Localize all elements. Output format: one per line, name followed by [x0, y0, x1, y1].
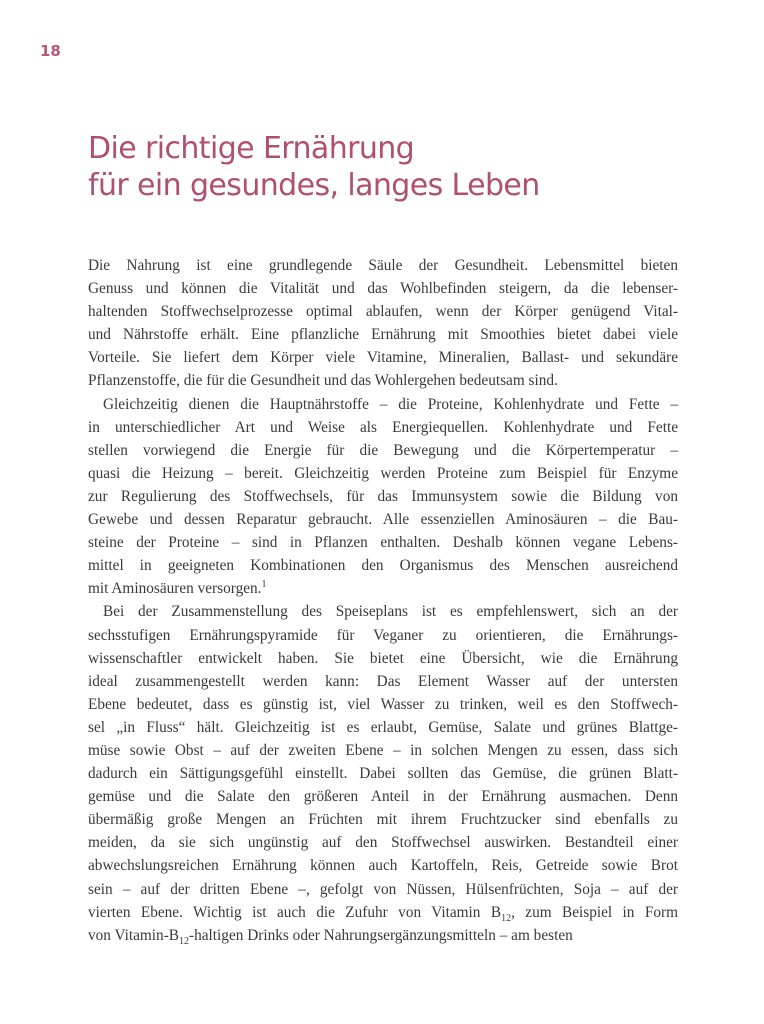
subscript: 12 — [501, 912, 512, 924]
text-line: und Nährstoffe erhält. Eine pflanzliche Ernährung mit Smoothies bietet dabei viele — [88, 326, 678, 344]
text-line: haltenden Stoffwechselprozesse optimal ablaufen, wenn der Körper genügend Vital- — [88, 303, 678, 321]
text-line: stellen vorwiegend die Energie für die Bewegung und die Körpertemperatur – — [88, 441, 678, 459]
text-line: Gleichzeitig dienen die Hauptnährstoffe – die Proteine, Kohlenhydrate und Fette – — [103, 395, 678, 413]
text-line: dadurch ein Sättigungsgefühl einstellt. Dabei sollten das Gemüse, die grünen Blatt- — [88, 765, 678, 783]
text-line: abwechslungsreichen Ernährung können auch Kartoffeln, Reis, Getreide sowie Brot — [88, 857, 678, 875]
chapter-title — [88, 130, 540, 204]
text-line: Die Nahrung ist eine grundlegende Säule der Gesundheit. Lebensmittel bieten — [88, 257, 678, 274]
text-segment: , zum Beispiel in Form — [511, 903, 678, 921]
text-line: mittel in geeigneten Kombinationen den Organismus des Menschen ausreichend — [88, 557, 678, 575]
text-line: müse sowie Obst – auf der zweiten Ebene – in solchen Mengen zu essen, dass sich — [88, 741, 678, 759]
page-number: 18 — [40, 42, 61, 60]
text-line: Vorteile. Sie liefert dem Körper viele Vitamine, Mineralien, Ballast- und sekundäre — [88, 349, 678, 367]
text-line: gemüse und die Salate den größeren Anteil in der Ernährung ausmachen. Denn — [88, 788, 678, 806]
text-line: Gewebe und dessen Reparatur gebraucht. Alle essenziellen Aminosäuren – die Bau- — [88, 511, 678, 529]
paragraph — [88, 600, 678, 946]
paragraph — [88, 393, 678, 601]
subscript: 12 — [179, 935, 190, 947]
text-line: Genuss und können die Vitalität und das Wohlbefinden steigern, da die lebenser- — [88, 280, 678, 298]
text-line — [88, 924, 678, 947]
text-line: übermäßig große Mengen an Früchten mit ihrem Fruchtzucker sind ebenfalls zu — [88, 811, 678, 829]
text-line: sein – auf der dritten Ebene –, gefolgt von Nüssen, Hülsenfrüchten, Soja – auf der — [88, 880, 678, 898]
text-line: in unterschiedlicher Art und Weise als Energiequellen. Kohlenhydrate und Fette — [88, 418, 678, 436]
text-line: quasi die Heizung – bereit. Gleichzeitig werden Proteine zum Beispiel für Enzyme — [88, 464, 678, 482]
text-line: sechsstufigen Ernährungspyramide für Veganer zu orientieren, die Ernährungs- — [88, 626, 678, 644]
text-line: steine der Proteine – sind in Pflanzen enthalten. Deshalb können vegane Lebens- — [88, 534, 678, 552]
text-segment: mit Aminosäuren versorgen. — [88, 580, 262, 598]
text-line: sel „in Fluss“ hält. Gleichzeitig ist es erlaubt, Gemüse, Salate und grünes Blattge- — [88, 718, 678, 736]
title-line-1: Die richtige Ernährung — [88, 131, 415, 166]
text-line: zur Regulierung des Stoffwechsels, für das Immunsystem sowie die Bildung von — [88, 487, 678, 505]
text-line: Bei der Zusammenstellung des Speiseplans ist es empfehlenswert, sich an der — [103, 603, 678, 621]
text-line: ideal zusammengestellt werden kann: Das Element Wasser auf der untersten — [88, 672, 678, 690]
text-segment: vierten Ebene. Wichtig ist auch die Zufuhr von Vitamin B — [88, 903, 502, 921]
text-line — [88, 577, 678, 600]
text-line: meiden, da sie sich ungünstig auf den Stoffwechsel auswirken. Bestandteil einer — [88, 834, 678, 852]
text-line: Ebene bedeutet, dass es günstig ist, viel Wasser zu trinken, weil es den Stoffwech- — [88, 695, 678, 713]
title-line-2: für ein gesundes, langes Leben — [88, 168, 540, 203]
footnote-marker: 1 — [261, 579, 267, 591]
body-text — [88, 254, 678, 947]
text-segment: -haltigen Drinks oder Nahrungsergänzungsmitteln – am besten — [189, 926, 573, 944]
text-line — [88, 901, 678, 924]
text-line: Pflanzenstoffe, die für die Gesundheit und das Wohlergehen bedeutsam sind. — [88, 372, 558, 390]
text-segment: von Vitamin-B — [88, 926, 180, 944]
paragraph — [88, 254, 678, 393]
text-line: wissenschaftler entwickelt haben. Sie bietet eine Übersicht, wie die Ernährung — [88, 649, 678, 667]
